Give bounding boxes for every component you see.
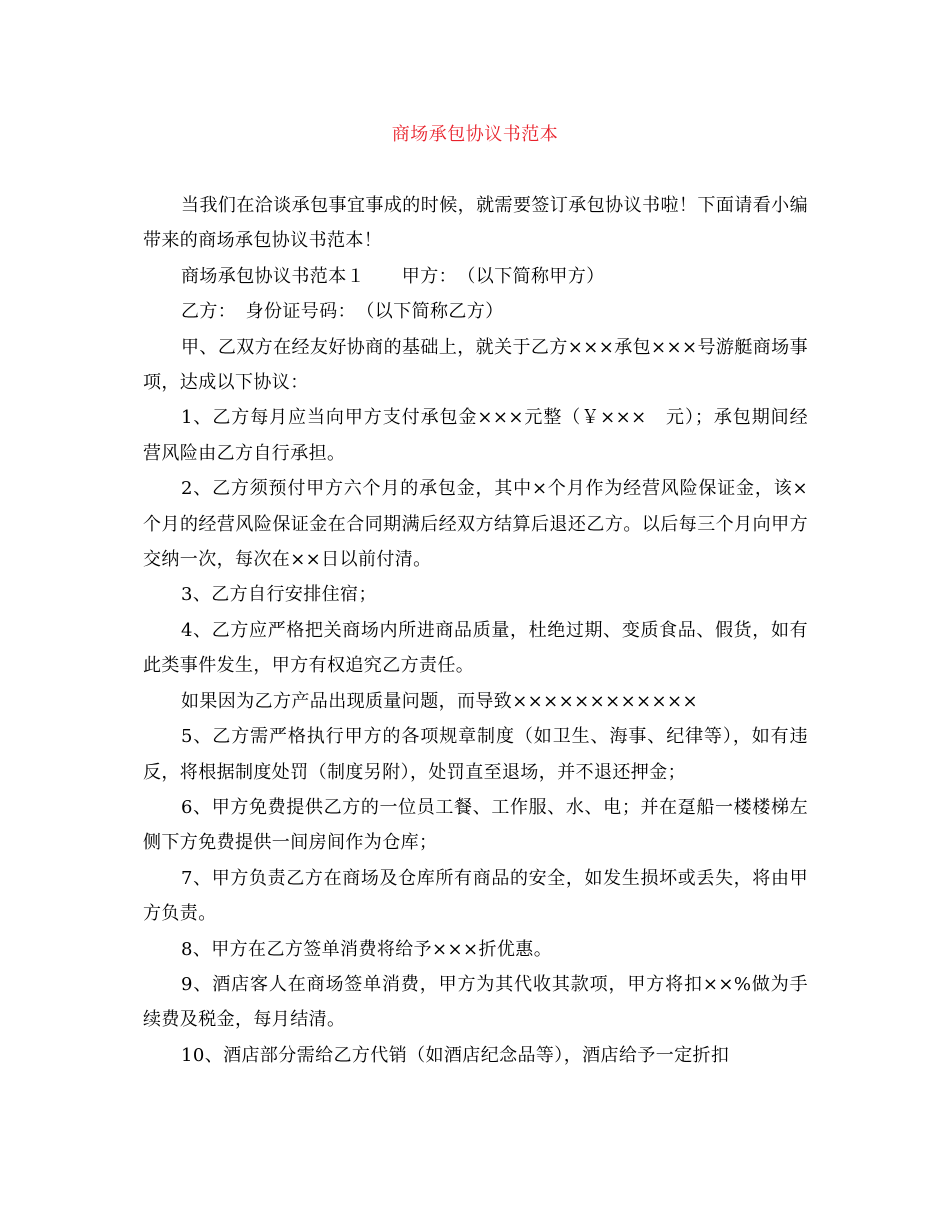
paragraph-clause-3: 3、乙方自行安排住宿；: [181, 584, 377, 606]
paragraph-clause-2: 2、乙方须预付甲方六个月的承包金，其中×个月作为经营风险保证金，该×个月的经营风险保证金在合同期满后经双方结算后退还乙方。以后每三个月向甲方交纳一次，每次在××日以前付清。: [143, 478, 808, 571]
paragraph-clause-6: 6、甲方免费提供乙方的一位员工餐、工作服、水、电；并在趸船一楼楼梯左侧下方免费提供一间房间作为仓库；: [143, 796, 808, 854]
paragraph-clause-5: 5、乙方需严格执行甲方的各项规章制度（如卫生、海事、纪律等），如有违反，将根据制度处罚（制度另附），处罚直至退场，并不退还押金；: [143, 726, 808, 783]
paragraph-quality-note: 如果因为乙方产品出现质量问题，而导致××××××××××××: [181, 690, 698, 712]
paragraph-party-a: 商场承包协议书范本１ 甲方： （以下简称甲方）: [181, 265, 605, 287]
paragraph-clause-7: 7、甲方负责乙方在商场及仓库所有商品的安全，如发生损坏或丢失，将由甲方负责。: [143, 867, 808, 925]
document-title: 商场承包协议书范本: [391, 124, 559, 145]
paragraph-party-b: 乙方： 身份证号码： （以下简称乙方）: [181, 301, 504, 323]
paragraph-clause-4: 4、乙方应严格把关商场内所进商品质量，杜绝过期、变质食品、假货，如有此类事件发生，甲方有权追究乙方责任。: [143, 619, 808, 677]
paragraph-intro: 当我们在洽谈承包事宜事成的时候，就需要签订承包协议书啦！下面请看小编带来的商场承包协议书范本！: [143, 195, 808, 252]
paragraph-clause-8: 8、甲方在乙方签单消费将给予×××折优惠。: [181, 938, 553, 960]
paragraph-clause-10: 10、酒店部分需给乙方代销（如酒店纪念品等），酒店给予一定折扣: [181, 1044, 730, 1066]
document-body: [143, 188, 808, 1073]
paragraph-clause-9: 9、酒店客人在商场签单消费，甲方为其代收其款项，甲方将扣××%做为手续费及税金，每月结清。: [143, 973, 808, 1031]
paragraph-clause-1: 1、乙方每月应当向甲方支付承包金×××元整（￥××× 元）；承包期间经营风险由乙方自行承担。: [143, 407, 808, 464]
paragraph-preamble: 甲、乙双方在经友好协商的基础上，就关于乙方×××承包×××号游艇商场事项，达成以下协议：: [143, 336, 808, 394]
